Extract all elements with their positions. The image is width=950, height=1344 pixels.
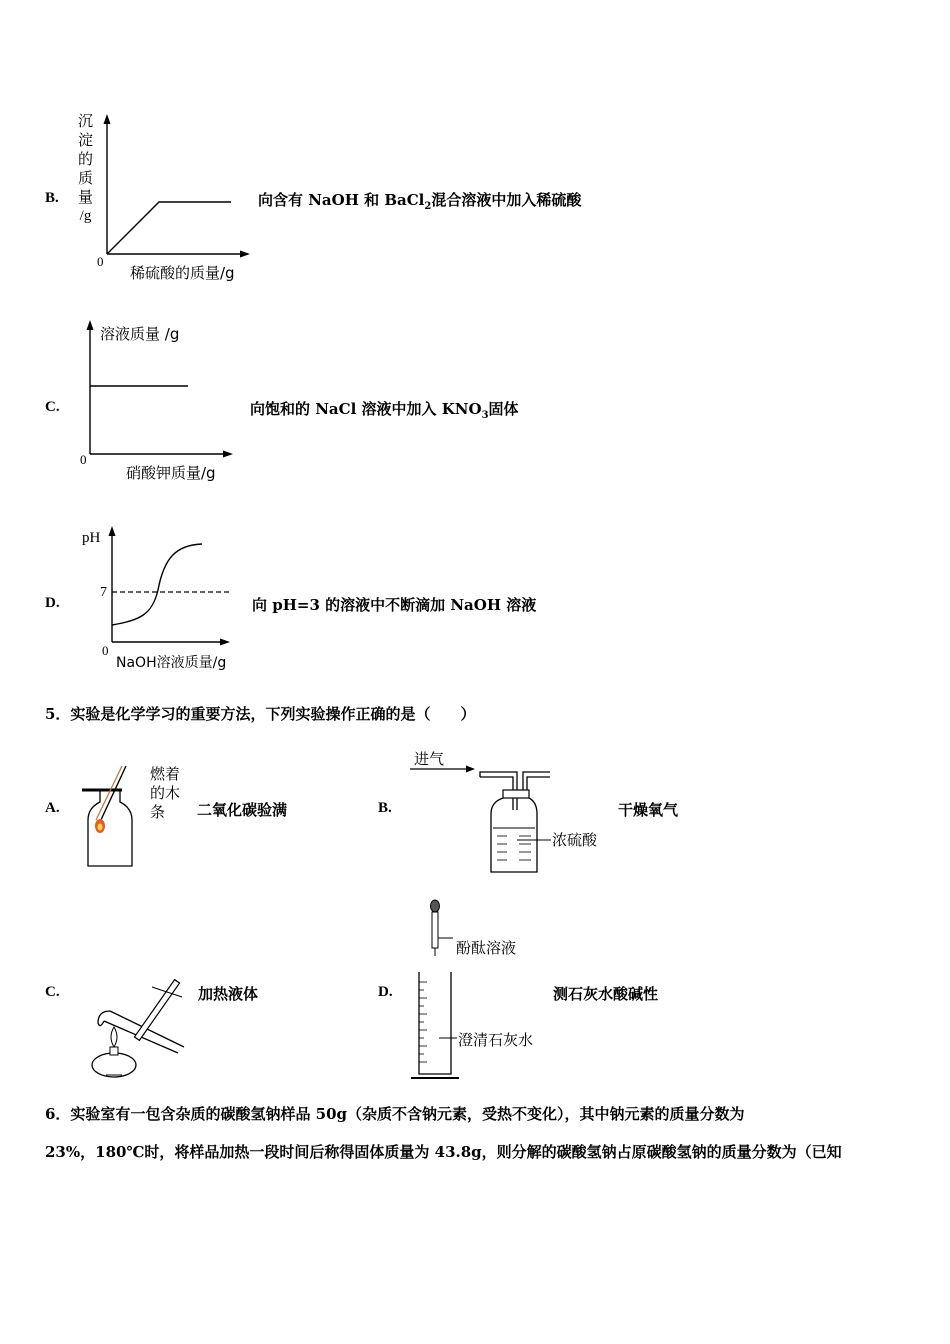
option-b-graph — [95, 112, 265, 262]
flame-core-icon — [98, 824, 103, 831]
question-6-line-1: 6．实验室有一包含杂质的碳酸氢钠样品 50g（杂质不含钠元素，受热不变化），其中钠元素的质量分数为 — [45, 1105, 745, 1123]
option-b-letter: B. — [45, 190, 59, 206]
option-b-y-title — [78, 112, 93, 226]
flame-icon — [111, 1027, 117, 1047]
q5-b-figure — [405, 762, 565, 877]
dropper-tube — [432, 912, 438, 948]
option-d-y-label: pH — [82, 530, 101, 546]
y-title-char: 质 — [78, 169, 94, 187]
desc-text: 固体 — [488, 400, 519, 418]
option-d-letter: D. — [45, 595, 60, 611]
q5-d-description: 测石灰水酸碱性 — [553, 985, 659, 1003]
stopper — [503, 790, 529, 798]
ph-curve — [112, 544, 202, 625]
y-axis-arrow — [87, 320, 94, 330]
y-title-char: 量 — [78, 188, 94, 206]
q5-d-figure — [405, 898, 465, 1083]
q5-a-fig-label — [150, 765, 180, 822]
option-b-x-label: 稀硫酸的质量/g — [130, 264, 235, 282]
q5-d-bottom-label: 澄清石灰水 — [458, 1031, 534, 1049]
fig-label-line: 燃着 — [150, 765, 181, 783]
question-6-line-2: 23%，180℃时，将样品加热一段时间后称得固体质量为 43.8g，则分解的碳酸氢钠占原碳酸氢钠的质量分数为（已知 — [45, 1143, 842, 1161]
option-b-origin: 0 — [97, 254, 104, 269]
option-c-y-label: 溶液质量 /g — [100, 325, 180, 343]
option-d-origin: 0 — [102, 643, 109, 658]
gas-washing-bottle — [491, 798, 537, 872]
option-d-x-label: NaOH溶液质量/g — [116, 655, 227, 671]
option-c-x-label: 硝酸钾质量/g — [126, 464, 216, 482]
q5-b-inlet-label: 进气 — [414, 750, 445, 768]
q5-c-figure — [82, 965, 197, 1085]
option-b-description — [258, 189, 581, 212]
desc-subscript: 3 — [481, 410, 489, 421]
fig-label-line: 的木 — [150, 784, 181, 802]
option-c-origin: 0 — [80, 452, 87, 467]
y-axis-arrow — [109, 526, 116, 536]
desc-text: 向含有 NaOH 和 BaCl — [258, 191, 425, 209]
q5-b-description: 干燥氧气 — [618, 801, 679, 819]
y-axis-arrow — [104, 114, 111, 124]
option-c-description — [250, 398, 519, 421]
desc-text: 向饱和的 NaCl 溶液中加入 KNO — [250, 400, 482, 418]
q5-b-acid-label: 浓硫酸 — [552, 831, 598, 849]
lamp-wick-holder — [110, 1047, 118, 1055]
q5-a-letter: A. — [45, 800, 60, 816]
dropper-bulb — [431, 900, 440, 912]
scale-ticks — [419, 982, 427, 1062]
q5-d-letter: D. — [378, 984, 393, 1000]
option-c-letter: C. — [45, 399, 60, 415]
q5-d-top-label: 酚酞溶液 — [456, 939, 517, 957]
fig-label-line: 条 — [150, 803, 166, 821]
wooden-splint — [100, 766, 126, 822]
q5-c-letter: C. — [45, 984, 60, 1000]
y-title-char: 淀 — [78, 131, 94, 149]
alcohol-lamp — [92, 1053, 136, 1077]
x-axis-arrow — [240, 251, 250, 258]
q5-b-letter: B. — [378, 800, 392, 816]
q5-c-description: 加热液体 — [198, 985, 259, 1003]
option-d-description: 向 pH=3 的溶液中不断滴加 NaOH 溶液 — [252, 596, 537, 614]
precipitate-curve — [107, 202, 231, 254]
desc-text: 混合溶液中加入稀硫酸 — [431, 191, 582, 209]
question-5-stem: 5．实验是化学学习的重要方法，下列实验操作正确的是（ ） — [45, 705, 476, 723]
option-d-graph — [100, 520, 240, 650]
x-axis-arrow — [220, 639, 230, 646]
y-title-char: 沉 — [78, 112, 94, 130]
q5-a-description: 二氧化碳验满 — [197, 801, 288, 819]
inlet-arrow-head — [466, 766, 475, 773]
y-unit: /g — [79, 208, 92, 224]
x-axis-arrow — [223, 451, 233, 458]
desc-subscript: 2 — [424, 201, 432, 212]
y-title-char: 的 — [78, 150, 94, 168]
q5-a-figure — [78, 760, 148, 870]
measuring-cylinder — [419, 972, 451, 1074]
option-d-y-tick: 7 — [100, 585, 107, 600]
